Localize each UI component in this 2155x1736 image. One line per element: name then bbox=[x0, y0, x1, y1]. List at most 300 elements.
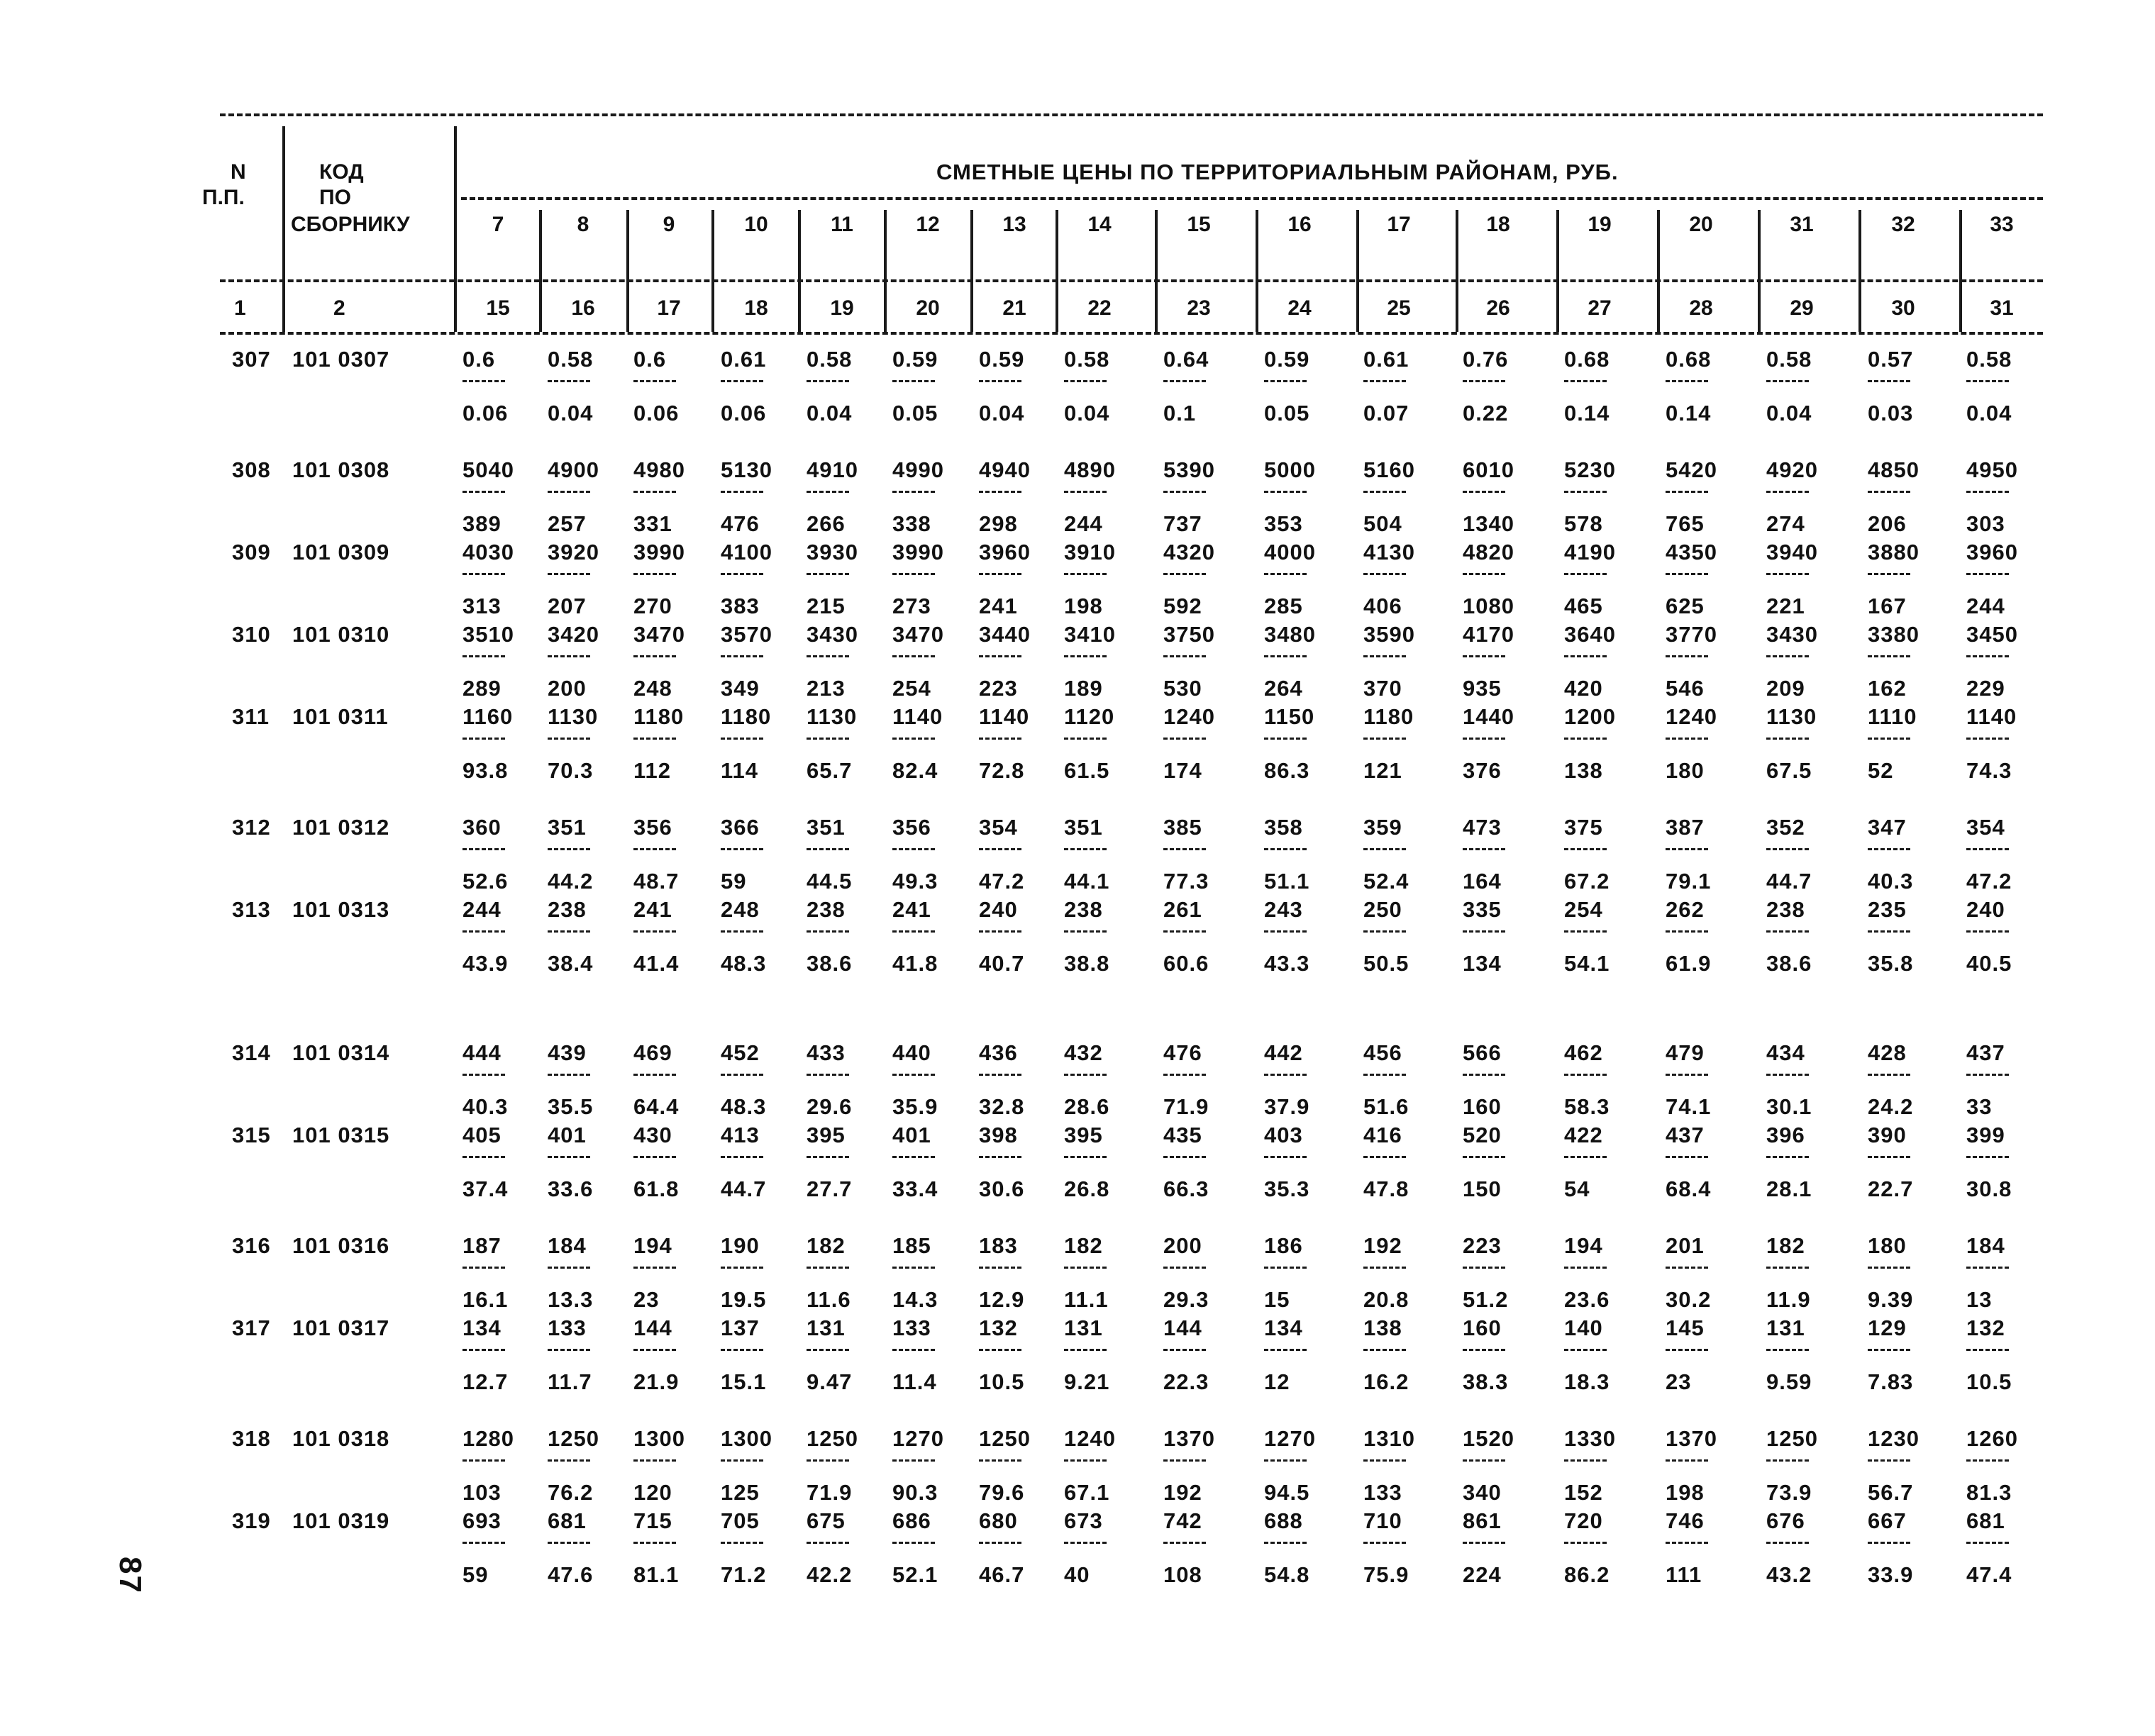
fraction-rule bbox=[548, 1267, 590, 1269]
price-value: 3940 bbox=[1766, 540, 1818, 564]
price-value: 5230 bbox=[1564, 457, 1616, 482]
price-value-secondary: 1340 bbox=[1463, 511, 1514, 536]
fraction-rule bbox=[1766, 1156, 1809, 1158]
price-value: 1180 bbox=[633, 704, 685, 729]
price-value: 473 bbox=[1463, 815, 1502, 840]
fraction-rule bbox=[1463, 491, 1505, 493]
price-value-secondary: 64.4 bbox=[633, 1094, 680, 1119]
price-value-secondary: 0.22 bbox=[1463, 401, 1509, 425]
fraction-rule bbox=[892, 380, 935, 382]
price-value: 4350 bbox=[1666, 540, 1717, 564]
price-value-secondary: 43.9 bbox=[462, 951, 509, 976]
row-number: 318 bbox=[232, 1426, 271, 1451]
price-value: 437 bbox=[1966, 1040, 2005, 1065]
fraction-rule bbox=[979, 1349, 1021, 1351]
price-value: 396 bbox=[1766, 1123, 1805, 1147]
region-colnum: 29 bbox=[1790, 296, 1814, 320]
price-value: 520 bbox=[1463, 1123, 1502, 1147]
price-value: 0.59 bbox=[979, 347, 1025, 372]
price-value-secondary: 75.9 bbox=[1363, 1562, 1409, 1587]
price-value: 673 bbox=[1064, 1508, 1103, 1533]
fraction-rule bbox=[633, 1349, 676, 1351]
price-value-secondary: 52.6 bbox=[462, 869, 509, 894]
price-value-secondary: 13 bbox=[1966, 1287, 1993, 1312]
price-value: 3590 bbox=[1363, 622, 1415, 647]
price-value: 201 bbox=[1666, 1233, 1705, 1258]
price-value-secondary: 30.6 bbox=[979, 1176, 1025, 1201]
fraction-rule bbox=[1966, 1542, 2009, 1544]
row-number: 312 bbox=[232, 815, 271, 840]
fraction-rule bbox=[892, 1074, 935, 1076]
fraction-rule bbox=[807, 1156, 849, 1158]
fraction-rule bbox=[807, 1349, 849, 1351]
price-value-secondary: 47.6 bbox=[548, 1562, 594, 1587]
price-value: 3910 bbox=[1064, 540, 1116, 564]
price-value: 4850 bbox=[1868, 457, 1919, 482]
price-value-secondary: 37.9 bbox=[1264, 1094, 1310, 1119]
price-value: 1120 bbox=[1064, 704, 1115, 729]
price-value-secondary: 44.7 bbox=[721, 1176, 767, 1201]
price-value: 261 bbox=[1163, 897, 1202, 922]
fraction-rule bbox=[1163, 848, 1206, 850]
fraction-rule bbox=[721, 848, 763, 850]
price-value: 720 bbox=[1564, 1508, 1603, 1533]
price-value-secondary: 353 bbox=[1264, 511, 1303, 536]
fraction-rule bbox=[1463, 655, 1505, 657]
price-value: 235 bbox=[1868, 897, 1907, 922]
price-value: 0.61 bbox=[1363, 347, 1409, 372]
price-value: 437 bbox=[1666, 1123, 1705, 1147]
fraction-rule bbox=[1064, 1349, 1107, 1351]
fraction-rule bbox=[892, 930, 935, 933]
header-po: ПО bbox=[319, 186, 351, 209]
fraction-rule bbox=[1163, 1349, 1206, 1351]
price-value: 3990 bbox=[633, 540, 685, 564]
fraction-rule bbox=[1463, 573, 1505, 575]
price-value: 1520 bbox=[1463, 1426, 1514, 1451]
price-value-secondary: 389 bbox=[462, 511, 502, 536]
price-value-secondary: 0.06 bbox=[633, 401, 680, 425]
region-label: 33 bbox=[1990, 213, 2014, 236]
fraction-rule bbox=[1564, 655, 1607, 657]
price-value-secondary: 112 bbox=[633, 758, 672, 783]
price-value: 184 bbox=[1966, 1233, 2005, 1258]
price-value: 439 bbox=[548, 1040, 587, 1065]
price-value-secondary: 15 bbox=[1264, 1287, 1290, 1312]
price-value: 1110 bbox=[1868, 704, 1917, 729]
price-value-secondary: 38.3 bbox=[1463, 1369, 1509, 1394]
price-value-secondary: 35.8 bbox=[1868, 951, 1914, 976]
price-value: 132 bbox=[1966, 1315, 2005, 1340]
price-value: 1240 bbox=[1666, 704, 1717, 729]
fraction-rule bbox=[1163, 738, 1206, 740]
region-label: 7 bbox=[492, 213, 504, 236]
fraction-rule bbox=[979, 1459, 1021, 1462]
price-value: 356 bbox=[633, 815, 672, 840]
price-value-secondary: 48.7 bbox=[633, 869, 680, 894]
price-value-secondary: 138 bbox=[1564, 758, 1603, 783]
price-value-secondary: 38.8 bbox=[1064, 951, 1110, 976]
fraction-rule bbox=[1463, 1267, 1505, 1269]
price-value-secondary: 0.04 bbox=[1966, 401, 2012, 425]
price-value: 187 bbox=[462, 1233, 502, 1258]
price-value-secondary: 33.6 bbox=[548, 1176, 594, 1201]
price-value: 1250 bbox=[979, 1426, 1031, 1451]
price-value-secondary: 111 bbox=[1666, 1562, 1702, 1587]
fraction-rule bbox=[1766, 573, 1809, 575]
price-value-secondary: 41.8 bbox=[892, 951, 938, 976]
price-value-secondary: 74.3 bbox=[1966, 758, 2012, 783]
price-value: 390 bbox=[1868, 1123, 1907, 1147]
price-value-secondary: 76.2 bbox=[548, 1480, 594, 1505]
price-value: 440 bbox=[892, 1040, 931, 1065]
price-value-secondary: 383 bbox=[721, 594, 760, 618]
price-value-secondary: 254 bbox=[892, 676, 931, 701]
fraction-rule bbox=[1064, 738, 1107, 740]
region-label: 12 bbox=[916, 213, 940, 236]
price-value-secondary: 73.9 bbox=[1766, 1480, 1812, 1505]
price-value-secondary: 10.5 bbox=[979, 1369, 1025, 1394]
price-value: 354 bbox=[979, 815, 1018, 840]
price-value-secondary: 248 bbox=[633, 676, 672, 701]
fraction-rule bbox=[462, 738, 505, 740]
region-divider bbox=[1256, 210, 1258, 332]
price-value: 444 bbox=[462, 1040, 502, 1065]
fraction-rule bbox=[1966, 848, 2009, 850]
price-value-secondary: 476 bbox=[721, 511, 760, 536]
price-value: 667 bbox=[1868, 1508, 1907, 1533]
price-value: 4940 bbox=[979, 457, 1031, 482]
fraction-rule bbox=[1966, 491, 2009, 493]
price-value: 1370 bbox=[1163, 1426, 1215, 1451]
price-value: 160 bbox=[1463, 1315, 1502, 1340]
price-value-secondary: 103 bbox=[462, 1480, 502, 1505]
fraction-rule bbox=[721, 1156, 763, 1158]
price-value-secondary: 26.8 bbox=[1064, 1176, 1110, 1201]
region-colnum: 20 bbox=[916, 296, 940, 320]
price-value: 0.64 bbox=[1163, 347, 1209, 372]
fraction-rule bbox=[462, 491, 505, 493]
region-divider bbox=[1056, 210, 1058, 332]
price-value-secondary: 43.2 bbox=[1766, 1562, 1812, 1587]
fraction-rule bbox=[979, 380, 1021, 382]
price-value-secondary: 82.4 bbox=[892, 758, 938, 783]
region-label: 17 bbox=[1387, 213, 1411, 236]
price-value: 0.58 bbox=[548, 347, 594, 372]
price-value-secondary: 198 bbox=[1666, 1480, 1705, 1505]
price-value-secondary: 21.9 bbox=[633, 1369, 680, 1394]
fraction-rule bbox=[1666, 738, 1708, 740]
fraction-rule bbox=[1966, 380, 2009, 382]
price-value-secondary: 289 bbox=[462, 676, 502, 701]
row-code: 101 0315 bbox=[292, 1123, 390, 1147]
price-value-secondary: 71.9 bbox=[1163, 1094, 1209, 1119]
region-divider bbox=[1356, 210, 1359, 332]
price-value: 4950 bbox=[1966, 457, 2018, 482]
fraction-rule bbox=[1766, 930, 1809, 933]
fraction-rule bbox=[1363, 1074, 1406, 1076]
price-value: 5160 bbox=[1363, 457, 1415, 482]
header-sbornik: СБОРНИКУ bbox=[291, 213, 410, 236]
price-value-secondary: 0.06 bbox=[721, 401, 767, 425]
price-value: 238 bbox=[1766, 897, 1805, 922]
price-value-secondary: 266 bbox=[807, 511, 846, 536]
fraction-rule bbox=[1163, 1542, 1206, 1544]
fraction-rule bbox=[807, 491, 849, 493]
price-value: 4320 bbox=[1163, 540, 1215, 564]
price-value-secondary: 11.1 bbox=[1064, 1287, 1109, 1312]
price-value: 399 bbox=[1966, 1123, 2005, 1147]
price-value: 476 bbox=[1163, 1040, 1202, 1065]
fraction-rule bbox=[892, 848, 935, 850]
fraction-rule bbox=[633, 380, 676, 382]
fraction-rule bbox=[979, 1267, 1021, 1269]
row-code: 101 0318 bbox=[292, 1426, 390, 1451]
price-value: 4190 bbox=[1564, 540, 1616, 564]
price-value-secondary: 61.8 bbox=[633, 1176, 680, 1201]
fraction-rule bbox=[721, 655, 763, 657]
price-value: 1240 bbox=[1163, 704, 1215, 729]
price-value-secondary: 40.3 bbox=[462, 1094, 509, 1119]
price-value: 3960 bbox=[1966, 540, 2018, 564]
price-value: 452 bbox=[721, 1040, 760, 1065]
row-code: 101 0316 bbox=[292, 1233, 390, 1258]
price-value: 243 bbox=[1264, 897, 1303, 922]
price-value: 262 bbox=[1666, 897, 1705, 922]
price-value: 387 bbox=[1666, 815, 1705, 840]
region-divider bbox=[711, 210, 714, 332]
price-value: 1130 bbox=[807, 704, 858, 729]
price-value-secondary: 38.6 bbox=[807, 951, 853, 976]
price-value: 3990 bbox=[892, 540, 944, 564]
region-colnum: 19 bbox=[830, 296, 854, 320]
price-value: 4820 bbox=[1463, 540, 1514, 564]
price-value: 351 bbox=[1064, 815, 1103, 840]
header-num-2: 2 bbox=[333, 296, 345, 320]
price-value-secondary: 66.3 bbox=[1163, 1176, 1209, 1201]
price-value-secondary: 625 bbox=[1666, 594, 1705, 618]
region-label: 14 bbox=[1087, 213, 1112, 236]
fraction-rule bbox=[1868, 738, 1910, 740]
fraction-rule bbox=[1463, 1542, 1505, 1544]
fraction-rule bbox=[807, 848, 849, 850]
fraction-rule bbox=[1966, 930, 2009, 933]
price-value: 715 bbox=[633, 1508, 672, 1533]
price-value-secondary: 47.2 bbox=[979, 869, 1025, 894]
price-value-secondary: 67.1 bbox=[1064, 1480, 1110, 1505]
fraction-rule bbox=[721, 380, 763, 382]
fraction-rule bbox=[1868, 1156, 1910, 1158]
title-rule bbox=[461, 197, 2043, 200]
price-value: 1250 bbox=[548, 1426, 599, 1451]
price-value-secondary: 1080 bbox=[1463, 594, 1514, 618]
fraction-rule bbox=[1666, 1074, 1708, 1076]
fraction-rule bbox=[1766, 1349, 1809, 1351]
fraction-rule bbox=[979, 1156, 1021, 1158]
fraction-rule bbox=[1064, 380, 1107, 382]
region-label: 9 bbox=[663, 213, 675, 236]
price-value-secondary: 33 bbox=[1966, 1094, 1993, 1119]
price-value: 1180 bbox=[721, 704, 772, 729]
fraction-rule bbox=[1868, 1267, 1910, 1269]
price-value-secondary: 530 bbox=[1163, 676, 1202, 701]
price-value-secondary: 59 bbox=[721, 869, 747, 894]
price-value: 354 bbox=[1966, 815, 2005, 840]
fraction-rule bbox=[1264, 738, 1307, 740]
fraction-rule bbox=[1264, 1542, 1307, 1544]
price-value-secondary: 86.2 bbox=[1564, 1562, 1610, 1587]
price-value: 403 bbox=[1264, 1123, 1303, 1147]
price-value-secondary: 578 bbox=[1564, 511, 1603, 536]
row-code: 101 0317 bbox=[292, 1315, 390, 1340]
price-value: 238 bbox=[1064, 897, 1103, 922]
price-value: 0.76 bbox=[1463, 347, 1509, 372]
price-value: 3960 bbox=[979, 540, 1031, 564]
header-kod: КОД bbox=[319, 160, 364, 184]
price-value: 248 bbox=[721, 897, 760, 922]
fraction-rule bbox=[633, 848, 676, 850]
row-number: 319 bbox=[232, 1508, 271, 1533]
price-value-secondary: 32.8 bbox=[979, 1094, 1025, 1119]
fraction-rule bbox=[548, 573, 590, 575]
price-value: 4900 bbox=[548, 457, 599, 482]
price-value: 4890 bbox=[1064, 457, 1116, 482]
price-value-secondary: 0.04 bbox=[807, 401, 853, 425]
price-value-secondary: 90.3 bbox=[892, 1480, 938, 1505]
col-divider-1 bbox=[282, 126, 285, 332]
price-value-secondary: 40.7 bbox=[979, 951, 1025, 976]
fraction-rule bbox=[721, 491, 763, 493]
fraction-rule bbox=[548, 1074, 590, 1076]
price-value: 138 bbox=[1363, 1315, 1402, 1340]
price-value: 746 bbox=[1666, 1508, 1705, 1533]
price-value: 693 bbox=[462, 1508, 502, 1533]
price-value: 5130 bbox=[721, 457, 772, 482]
fraction-rule bbox=[807, 655, 849, 657]
price-value: 131 bbox=[807, 1315, 846, 1340]
price-value-secondary: 935 bbox=[1463, 676, 1502, 701]
fraction-rule bbox=[1363, 930, 1406, 933]
fraction-rule bbox=[1064, 1542, 1107, 1544]
price-value: 351 bbox=[548, 815, 587, 840]
fraction-rule bbox=[1966, 655, 2009, 657]
region-divider bbox=[970, 210, 973, 332]
fraction-rule bbox=[807, 930, 849, 933]
fraction-rule bbox=[633, 491, 676, 493]
header-bottom-rule bbox=[220, 332, 2043, 335]
price-value-secondary: 9.59 bbox=[1766, 1369, 1812, 1394]
price-value: 0.58 bbox=[1064, 347, 1110, 372]
price-value: 351 bbox=[807, 815, 846, 840]
fraction-rule bbox=[1463, 848, 1505, 850]
price-value-secondary: 30.1 bbox=[1766, 1094, 1812, 1119]
price-value-secondary: 0.05 bbox=[1264, 401, 1310, 425]
fraction-rule bbox=[1868, 1459, 1910, 1462]
fraction-rule bbox=[462, 1459, 505, 1462]
price-value: 401 bbox=[892, 1123, 931, 1147]
price-value: 3930 bbox=[807, 540, 858, 564]
fraction-rule bbox=[721, 1349, 763, 1351]
fraction-rule bbox=[1666, 1156, 1708, 1158]
fraction-rule bbox=[1966, 1267, 2009, 1269]
fraction-rule bbox=[633, 1542, 676, 1544]
fraction-rule bbox=[548, 848, 590, 850]
price-value: 183 bbox=[979, 1233, 1018, 1258]
fraction-rule bbox=[548, 1156, 590, 1158]
price-value-secondary: 257 bbox=[548, 511, 587, 536]
fraction-rule bbox=[1363, 848, 1406, 850]
fraction-rule bbox=[1363, 380, 1406, 382]
price-value-secondary: 48.3 bbox=[721, 951, 767, 976]
fraction-rule bbox=[1666, 655, 1708, 657]
price-value: 185 bbox=[892, 1233, 931, 1258]
price-value: 3410 bbox=[1064, 622, 1116, 647]
price-value: 5390 bbox=[1163, 457, 1215, 482]
price-value-secondary: 406 bbox=[1363, 594, 1402, 618]
price-value-secondary: 152 bbox=[1564, 1480, 1603, 1505]
fraction-rule bbox=[807, 1074, 849, 1076]
price-value: 347 bbox=[1868, 815, 1907, 840]
price-value-secondary: 15.1 bbox=[721, 1369, 767, 1394]
price-value: 254 bbox=[1564, 897, 1603, 922]
fraction-rule bbox=[1064, 655, 1107, 657]
fraction-rule bbox=[1868, 1542, 1910, 1544]
row-number: 313 bbox=[232, 897, 271, 922]
fraction-rule bbox=[462, 1074, 505, 1076]
price-value: 194 bbox=[633, 1233, 672, 1258]
price-value-secondary: 22.3 bbox=[1163, 1369, 1209, 1394]
price-value-secondary: 54 bbox=[1564, 1176, 1590, 1201]
fraction-rule bbox=[1666, 1267, 1708, 1269]
price-value: 192 bbox=[1363, 1233, 1402, 1258]
fraction-rule bbox=[1363, 1267, 1406, 1269]
price-value-secondary: 0.14 bbox=[1666, 401, 1712, 425]
price-value: 432 bbox=[1064, 1040, 1103, 1065]
fraction-rule bbox=[633, 573, 676, 575]
fraction-rule bbox=[548, 491, 590, 493]
fraction-rule bbox=[892, 1459, 935, 1462]
price-value: 366 bbox=[721, 815, 760, 840]
price-value-secondary: 54.1 bbox=[1564, 951, 1610, 976]
price-value-secondary: 24.2 bbox=[1868, 1094, 1914, 1119]
region-label: 20 bbox=[1689, 213, 1713, 236]
fraction-rule bbox=[892, 1267, 935, 1269]
fraction-rule bbox=[1264, 1459, 1307, 1462]
row-code: 101 0308 bbox=[292, 457, 390, 482]
price-value: 1310 bbox=[1363, 1426, 1415, 1451]
price-value-secondary: 51.1 bbox=[1264, 869, 1310, 894]
fraction-rule bbox=[1264, 1267, 1307, 1269]
price-value: 184 bbox=[548, 1233, 587, 1258]
price-value: 1230 bbox=[1868, 1426, 1919, 1451]
price-value: 742 bbox=[1163, 1508, 1202, 1533]
price-value: 413 bbox=[721, 1123, 760, 1147]
price-value-secondary: 11.6 bbox=[807, 1287, 851, 1312]
fraction-rule bbox=[1363, 738, 1406, 740]
region-colnum: 28 bbox=[1689, 296, 1713, 320]
price-value: 4030 bbox=[462, 540, 514, 564]
price-value: 238 bbox=[807, 897, 846, 922]
price-value: 676 bbox=[1766, 1508, 1805, 1533]
header-n: N bbox=[231, 160, 246, 184]
price-value: 1250 bbox=[807, 1426, 858, 1451]
price-value-secondary: 44.7 bbox=[1766, 869, 1812, 894]
price-value: 238 bbox=[548, 897, 587, 922]
price-value-secondary: 0.14 bbox=[1564, 401, 1610, 425]
price-value: 442 bbox=[1264, 1040, 1303, 1065]
price-value-secondary: 81.3 bbox=[1966, 1480, 2012, 1505]
fraction-rule bbox=[892, 1542, 935, 1544]
